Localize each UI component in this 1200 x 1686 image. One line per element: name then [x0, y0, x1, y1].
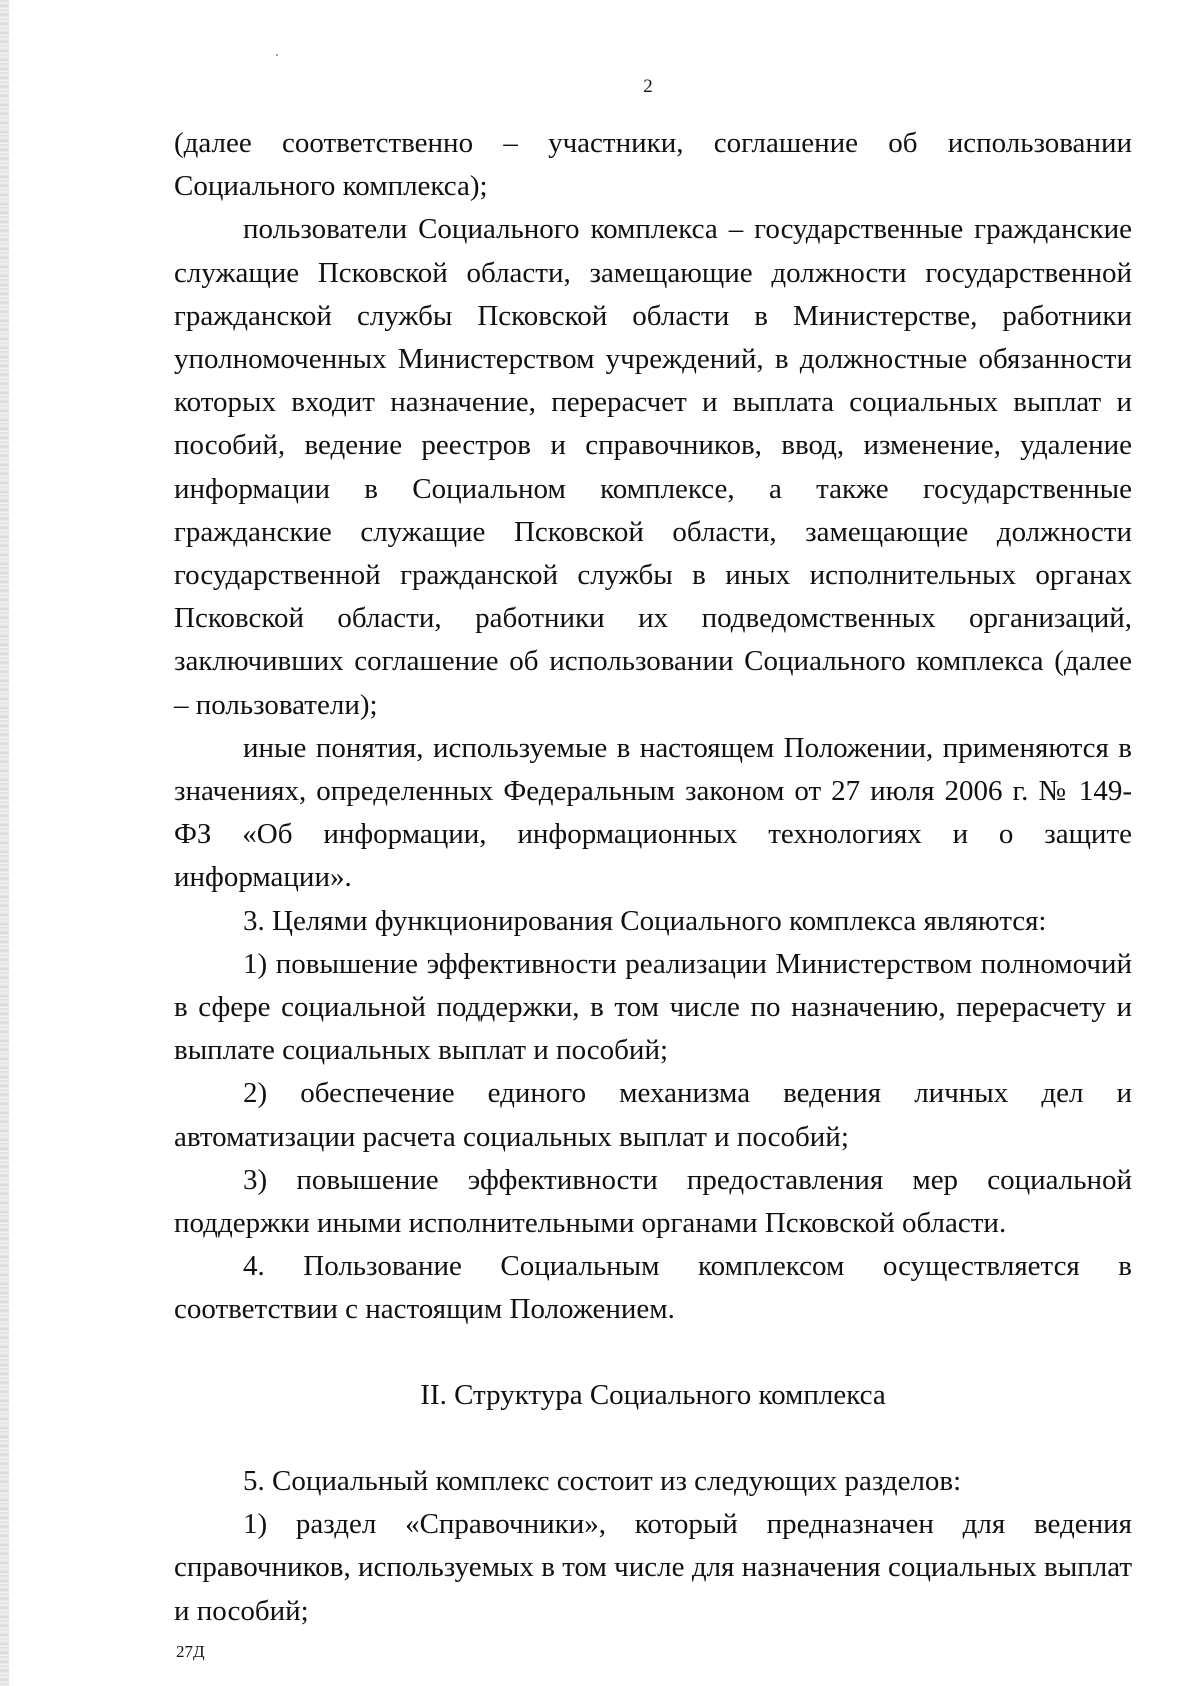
paragraph-goal-2: 2) обеспечение единого механизма ведения личных дел и автоматизации расчета социальных выплат и пособий;	[174, 1077, 1132, 1153]
paragraph-usage: 4. Пользование Социальным комплексом осуществляется в соответствии с настоящим Положением.	[174, 1250, 1132, 1326]
paragraph-section-1: 1) раздел «Справочники», который предназначен для ведения справочников, используемых в том числе для назначения социальных выплат и пособий;	[174, 1508, 1132, 1627]
scan-edge	[0, 0, 9, 1686]
paragraph-goals-intro: 3. Целями функционирования Социального комплекса являются:	[243, 904, 1047, 937]
section-heading: II. Структура Социального комплекса	[420, 1378, 886, 1411]
paragraph-users-definition: пользователи Социального комплекса – государственные гражданские служащие Псковской области, замещающие должности государственной гражданской службы Псковской области в Министерстве, работники уполномоченных Министерством учреждений, в должностные обязанности которых входит назначение, перерасчет и выплата социальных выплат и пособий, ведение реестров и справочников, ввод, изменение, удаление информации в Социальном комплексе, а также государственные гражданские служащие Псковской области, замещающие должности государственной гражданской службы в иных исполнительных органах Псковской области, работники их подведомственных организаций, заключивших соглашение об использовании Социального комплекса (далее – пользователи);	[174, 213, 1132, 721]
footer-code: 27Д	[176, 1642, 205, 1661]
paragraph-sections-intro: 5. Социальный комплекс состоит из следующих разделов:	[243, 1464, 962, 1497]
scan-speck	[276, 54, 278, 56]
document-body	[174, 122, 1132, 1633]
paragraph-other-terms: иные понятия, используемые в настоящем Положении, применяются в значениях, определенных Федеральным законом от 27 июля 2006 г. № 149-ФЗ «Об информации, информационных технологиях и о защите информации».	[174, 731, 1132, 894]
paragraph-definitions-end: (далее соответственно – участники, соглашение об использовании Социального комплекса);	[174, 127, 1132, 203]
paragraph-goal-3: 3) повышение эффективности предоставления мер социальной поддержки иными исполнительными органами Псковской области.	[174, 1163, 1132, 1240]
paragraph-goal-1: 1) повышение эффективности реализации Министерством полномочий в сфере социальной поддержки, в том числе по назначению, перерасчету и выплате социальных выплат и пособий;	[174, 947, 1132, 1067]
page-number: 2	[643, 76, 653, 97]
